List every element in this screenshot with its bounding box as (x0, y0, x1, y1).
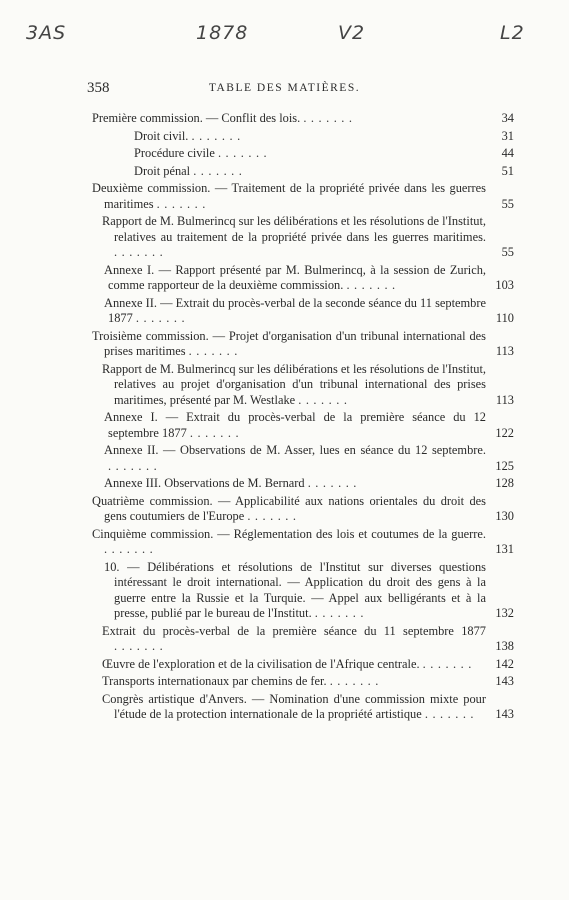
dot-leader: ....... (329, 674, 383, 688)
dot-leader: ....... (422, 656, 476, 671)
toc-entry (92, 111, 514, 127)
toc-entry-page: 51 (501, 163, 514, 178)
dot-leader: ....... (114, 639, 168, 653)
toc-entry (92, 181, 514, 212)
toc-entry (92, 443, 514, 474)
dot-leader: ....... (346, 278, 400, 292)
toc-entry (92, 214, 514, 261)
toc-entry-title: Rapport de M. Bulmerincq sur les délibérations et les résolutions de l'Institut, relatives au projet d'organisation d'un tribunal international des prises maritimes, présenté par M. Westlake ....... (102, 361, 486, 407)
toc-entry-title: Annexe I. — Rapport présenté par M. Bulmerincq, à la session de Zurich, comme rapporteur de la deuxième commission. ....... (104, 262, 486, 292)
dot-leader: ....... (217, 146, 272, 160)
toc-entry-page: 113 (495, 344, 514, 358)
toc-entry-title: Procédure civile ....... (134, 146, 272, 160)
toc-entry (92, 362, 514, 409)
toc-entry-page: 113 (495, 392, 514, 407)
toc-entry-title: 10. — Délibérations et résolutions de l'Institut sur diverses questions intéressant le droit international. — Application du droit des gens à la guerre entre la Russie et la Turquie. — Appel aux belligérants et à la presse, publié par le bureau de l'Institut. ....... (104, 559, 486, 620)
toc-entry (92, 624, 514, 655)
dot-leader: ....... (298, 392, 352, 407)
toc-entry-page: 122 (495, 425, 514, 440)
toc-entry-title: Extrait du procès-verbal de la première séance du 11 septembre 1877 ....... (102, 623, 486, 653)
toc-entry-page: 138 (495, 639, 514, 653)
toc-entry-page: 143 (495, 707, 514, 721)
toc-entry-title: Œuvre de l'exploration et de la civilisation de l'Afrique centrale. ....... (102, 656, 476, 671)
dot-leader: ....... (191, 128, 245, 143)
toc-entry-page: 143 (495, 674, 514, 688)
toc-entry (92, 164, 514, 180)
toc-entry (92, 527, 514, 558)
running-title: TABLE DES MATIÈRES. (208, 82, 361, 94)
toc-entry-title: Quatrième commission. — Applicabilité aux nations orientales du droit des gens coutumiers de l'Europe ....... (92, 493, 486, 523)
toc-entry-title: Première commission. — Conflit des lois. ....... (92, 111, 357, 125)
toc-entry (92, 146, 514, 162)
toc-entry (92, 410, 514, 441)
dot-leader: ....... (188, 344, 242, 358)
dot-leader: ....... (303, 111, 357, 125)
toc-entry-title: Transports internationaux par chemins de fer. ....... (102, 674, 383, 688)
handwritten-note-4: L2 (500, 22, 525, 44)
dot-leader: ....... (108, 458, 162, 473)
dot-leader: ....... (104, 542, 158, 556)
dot-leader: ....... (307, 476, 361, 490)
toc-entry-title: Cinquième commission. — Réglementation des lois et coutumes de la guerre. ....... (92, 526, 486, 556)
toc-entry-title: Deuxième commission. — Traitement de la propriété privée dans les guerres maritimes ....... (92, 181, 486, 211)
toc-entry (92, 657, 514, 673)
toc-entry-title: Annexe II. — Extrait du procès-verbal de la seconde séance du 11 septembre 1877 ....... (104, 295, 486, 325)
toc-entry (92, 329, 514, 360)
page-number: 358 (87, 80, 110, 96)
dot-leader: ....... (135, 311, 190, 325)
toc-entry-title: Droit pénal ....... (134, 163, 247, 178)
toc-entry-page: 110 (495, 311, 514, 325)
handwritten-note-3: V2 (338, 22, 366, 44)
toc-entry (92, 692, 514, 723)
dot-leader: ....... (314, 606, 368, 620)
toc-entry (92, 296, 514, 327)
toc-entry-title: Congrès artistique d'Anvers. — Nomination d'une commission mixte pour l'étude de la protection internationale de la propriété artistique ....... (102, 691, 486, 721)
toc-entry-page: 55 (501, 196, 514, 211)
toc-entry (92, 560, 514, 622)
toc-entry-page: 128 (495, 476, 514, 490)
toc-entry-page: 130 (495, 509, 514, 523)
dot-leader: ....... (193, 163, 247, 178)
toc-entry-title: Annexe III. Observations de M. Bernard ....... (104, 476, 361, 490)
toc-entry-title: Annexe I. — Extrait du procès-verbal de la première séance du 12 septembre 1877 ....... (104, 410, 486, 440)
dot-leader: ....... (156, 196, 210, 211)
handwritten-note-2: 1878 (196, 22, 249, 44)
toc-entry-title: Rapport de M. Bulmerincq sur les délibérations et les résolutions de l'Institut, relatives au traitement de la propriété privée dans les guerres maritimes. ....... (102, 214, 486, 259)
toc-entry-title: Droit civil. ....... (134, 128, 245, 143)
toc-entry-title: Annexe II. — Observations de M. Asser, lues en séance du 12 septembre. ....... (104, 443, 486, 473)
dot-leader: ....... (247, 509, 301, 523)
toc-entry-page: 55 (501, 245, 514, 259)
toc-entry-page: 31 (501, 128, 514, 143)
dot-leader: ....... (114, 245, 168, 259)
table-of-contents (92, 111, 514, 725)
toc-entry-page: 132 (495, 606, 514, 620)
toc-entry-page: 125 (495, 458, 514, 473)
toc-entry-page: 131 (495, 542, 514, 556)
toc-entry (92, 494, 514, 525)
dot-leader: ....... (424, 707, 479, 721)
toc-entry-page: 103 (495, 278, 514, 292)
handwritten-note-1: 3AS (26, 22, 67, 44)
toc-entry-page: 34 (501, 111, 514, 125)
toc-entry (92, 263, 514, 294)
toc-entry (92, 674, 514, 690)
toc-entry-title: Troisième commission. — Projet d'organisation d'un tribunal international des prises maritimes ....... (92, 328, 486, 358)
toc-entry-page: 44 (501, 146, 514, 160)
toc-entry (92, 476, 514, 492)
dot-leader: ....... (189, 425, 244, 440)
toc-entry-page: 142 (495, 656, 514, 671)
toc-entry (92, 129, 514, 145)
